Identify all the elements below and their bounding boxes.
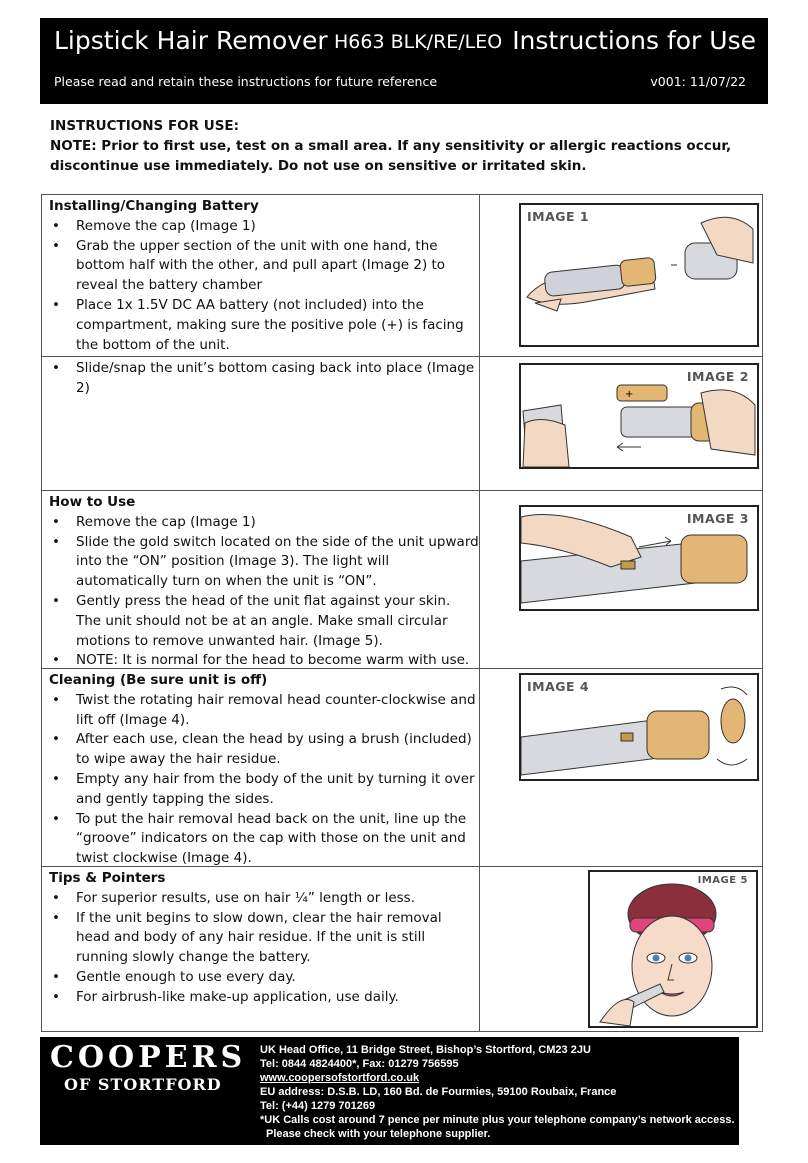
list-item: • If the unit begins to slow down, clear the hair removal head and body of any hair residue. If the unit is still running slowly change the battery. bbox=[49, 909, 479, 968]
image2-cell bbox=[481, 357, 762, 491]
phone-fax: Tel: 0844 4824400*, Fax: 01279 756595 bbox=[260, 1058, 459, 1070]
image-1-label: IMAGE 1 bbox=[527, 209, 590, 224]
list-item: • To put the hair removal head back on the unit, line up the “groove” indicators on the cap with those on the unit and twist clockwise (Image 4). bbox=[49, 810, 479, 869]
image-5-illustration bbox=[588, 870, 758, 1028]
intro-note: NOTE: Prior to first use, test on a small area. If any sensitivity or allergic reactions occur, discontinue use immediately. Do not use on sensitive or irritated skin. bbox=[50, 138, 732, 174]
header-subtitle: Please read and retain these instructions for future reference bbox=[54, 74, 438, 89]
image-3-label: IMAGE 3 bbox=[686, 511, 749, 526]
eu-phone: Tel: (+44) 1279 701269 bbox=[260, 1100, 376, 1112]
list-item: • Twist the rotating hair removal head counter-clockwise and lift off (Image 4). bbox=[49, 691, 479, 731]
company-logo-subtext: OF STORTFORD bbox=[64, 1075, 222, 1094]
list-item: • Slide/snap the unit’s bottom casing back into place (Image 2) bbox=[49, 359, 479, 399]
list-item: • Place 1x 1.5V DC AA battery (not included) into the compartment, making sure the positive pole (+) is facing the bottom of the unit. bbox=[49, 296, 479, 355]
version-date: v001: 11/07/22 bbox=[650, 74, 746, 89]
list-item: • After each use, clean the head by using a brush (included) to wipe away the hair residue. bbox=[49, 730, 479, 770]
cleaning-text-cell bbox=[42, 669, 480, 867]
row-cleaning bbox=[41, 668, 763, 867]
company-logo-text: COOPERS bbox=[50, 1040, 247, 1075]
list-item: • NOTE: It is normal for the head to become warm with use. bbox=[49, 651, 479, 671]
howto-text-cell bbox=[42, 491, 480, 669]
image-2-illustration bbox=[519, 363, 759, 469]
call-cost-note: *UK Calls cost around 7 pence per minute plus your telephone company’s network access. bbox=[260, 1114, 735, 1126]
tips-section-title: Tips & Pointers bbox=[49, 870, 166, 886]
battery2-text-cell bbox=[42, 357, 480, 491]
image-4-illustration bbox=[519, 673, 759, 781]
eu-address: EU address: D.S.B. LD, 160 Bd. de Fourmies, 59100 Roubaix, France bbox=[260, 1086, 617, 1098]
battery-section-title: Installing/Changing Battery bbox=[49, 198, 259, 214]
face-drawing bbox=[590, 872, 756, 1026]
list-item: • Grab the upper section of the unit with one hand, the bottom half with the other, and pull apart (Image 2) to reveal the battery chamber bbox=[49, 237, 479, 296]
footer-bar bbox=[40, 1037, 739, 1145]
image5-cell bbox=[481, 867, 762, 1031]
website-link[interactable]: www.coopersofstortford.co.uk bbox=[260, 1072, 420, 1084]
image4-cell bbox=[481, 669, 762, 867]
intro-block bbox=[50, 116, 762, 176]
image-2-label: IMAGE 2 bbox=[686, 369, 749, 384]
list-item: • Gently press the head of the unit flat against your skin. The unit should not be at an angle. Make small circular motions to remove unwanted hair. (Image 5). bbox=[49, 592, 479, 651]
image-5-label: IMAGE 5 bbox=[697, 875, 748, 886]
list-item: • Gentle enough to use every day. bbox=[49, 968, 479, 988]
row-battery-close bbox=[41, 356, 763, 491]
instructions-table bbox=[41, 194, 763, 1032]
image-1-illustration bbox=[519, 203, 759, 347]
battery-list bbox=[49, 217, 479, 356]
header-bar bbox=[40, 18, 768, 104]
svg-text:+: + bbox=[625, 389, 634, 400]
cleaning-list bbox=[49, 691, 479, 869]
row-how-to-use bbox=[41, 490, 763, 669]
howto-section-title: How to Use bbox=[49, 494, 136, 510]
tips-text-cell bbox=[42, 867, 480, 1031]
list-item: • Remove the cap (Image 1) bbox=[49, 217, 479, 237]
document-title: Instructions for Use bbox=[512, 26, 756, 55]
head-office-address: UK Head Office, 11 Bridge Street, Bishop’s Stortford, CM23 2JU bbox=[260, 1044, 591, 1056]
list-item: • For airbrush-like make-up application, use daily. bbox=[49, 988, 479, 1008]
list-item: • For superior results, use on hair ¼” length or less. bbox=[49, 889, 479, 909]
list-item: • Empty any hair from the body of the unit by turning it over and gently tapping the sides. bbox=[49, 770, 479, 810]
image-4-label: IMAGE 4 bbox=[527, 679, 590, 694]
intro-heading: INSTRUCTIONS FOR USE: bbox=[50, 118, 240, 134]
list-item: • Slide the gold switch located on the side of the unit upward into the “ON” position (Image 3). The light will automatically turn on when the unit is “ON”. bbox=[49, 533, 479, 592]
row-battery bbox=[41, 194, 763, 357]
battery-text-cell bbox=[42, 195, 480, 357]
list-item: • Remove the cap (Image 1) bbox=[49, 513, 479, 533]
contact-block bbox=[260, 1043, 735, 1141]
model-number: H663 BLK/RE/LEO bbox=[334, 31, 503, 53]
tips-list bbox=[49, 889, 479, 1008]
image1-cell bbox=[481, 195, 762, 357]
cleaning-section-title: Cleaning (Be sure unit is off) bbox=[49, 672, 268, 688]
supplier-note: Please check with your telephone supplier. bbox=[266, 1128, 491, 1140]
row-tips bbox=[41, 866, 763, 1032]
image-3-illustration bbox=[519, 505, 759, 611]
remove-cap-drawing bbox=[521, 205, 757, 345]
howto-list bbox=[49, 513, 479, 671]
battery2-list bbox=[49, 359, 479, 399]
image3-cell bbox=[481, 491, 762, 669]
product-title: Lipstick Hair Remover bbox=[54, 26, 328, 55]
